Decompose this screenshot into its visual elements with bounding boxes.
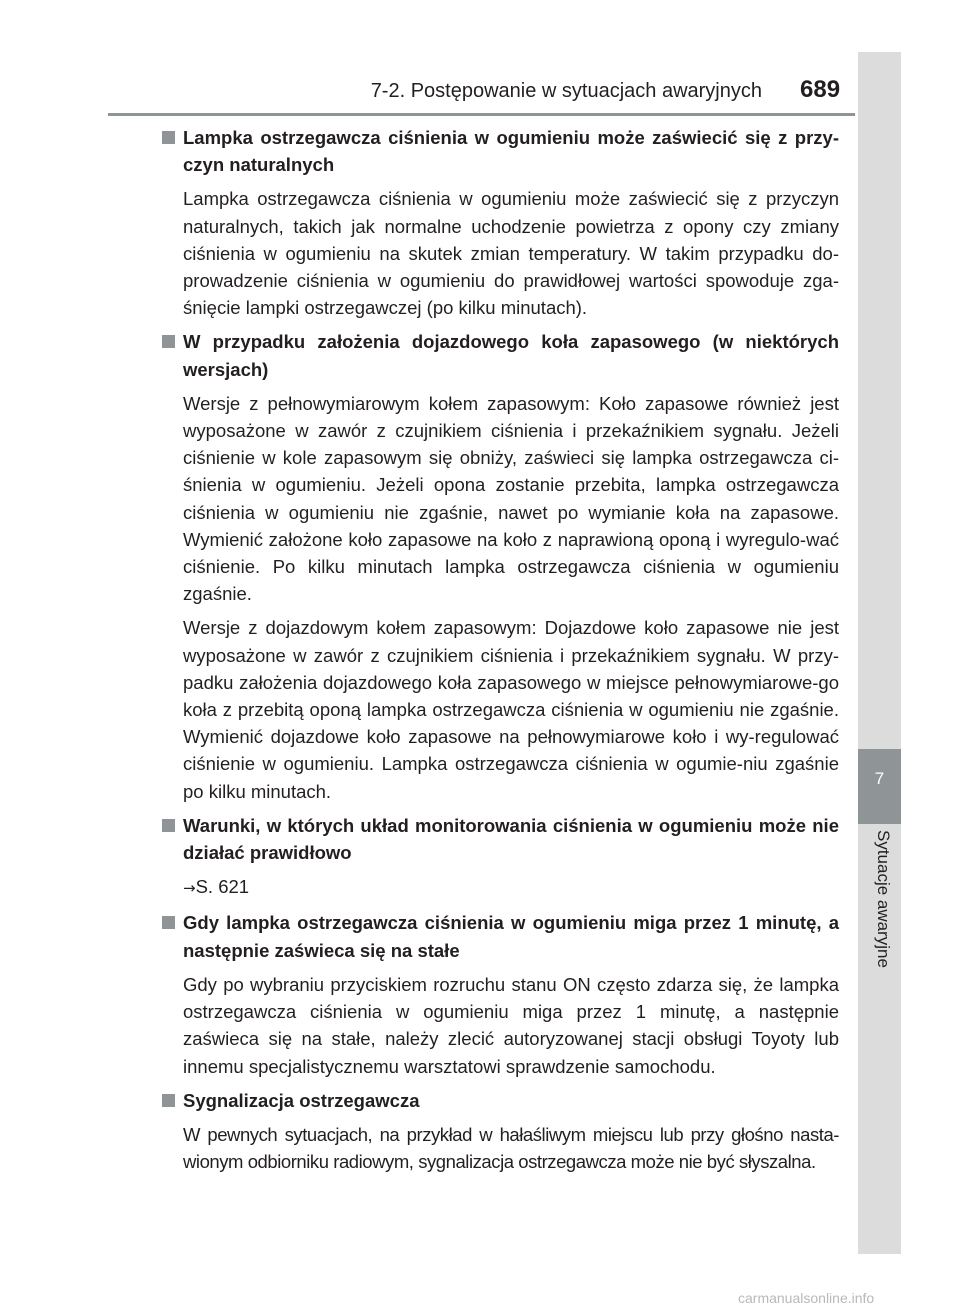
section-blinking-warning-light: [162, 909, 839, 1079]
section-heading: Warunki, w których układ monitorowania ciśnienia w ogumieniu może nie działać prawidłowo: [183, 814, 839, 864]
page-content: [162, 124, 839, 1182]
chapter-side-tab: [858, 52, 901, 1254]
page-reference-link[interactable]: S. 621: [195, 876, 250, 898]
square-bullet-icon: [162, 335, 175, 348]
section-heading: Lampka ostrzegawcza ciśnienia w ogumieniu może zaświecić się z przy-czyn naturalnych: [183, 127, 839, 176]
square-bullet-icon: [162, 1094, 175, 1107]
header-divider: [108, 113, 855, 116]
square-bullet-icon: [162, 819, 175, 832]
paragraph: Wersje z pełnowymiarowym kołem zapasowym: Koło zapasowe również jest wyposażone w zawór z czujnikiem ciśnienia i przekaźnikiem sygnału. Jeżeli ciśnienie w kole zapasowym się obniży, zaświeci się lampka ostrzegawcza ci-śnienia w ogumieniu. Jeżeli opona zostanie przebita, lampka ostrzegawcza ciśnienia w ogumieniu nie zgaśnie, nawet po wymianie koła na zapasowe. Wymienić założone koło zapasowe na koło z naprawioną oponą i wyregulo-wać ciśnienie. Po kilku minutach lampka ostrzegawcza ciśnienia w ogumieniu zgaśnie.: [183, 392, 839, 605]
square-bullet-icon: [162, 131, 175, 144]
paragraph: Wersje z dojazdowym kołem zapasowym: Dojazdowe koło zapasowe nie jest wyposażone w zawór z czujnikiem ciśnienia i przekaźnikiem sygnału. W przy-padku założenia dojazdowego koła zapasowego w miejsce pełnowymiarowe-go koła z przebitą oponą lampka ostrzegawcza ciśnienia w ogumieniu nie zgaśnie. Wymienić dojazdowe koło zapasowe na pełnowymiarowe koło i wy-regulować ciśnienie w ogumieniu. Lampka ostrzegawcza ciśnienia w ogumie-niu zgaśnie po kilku minutach.: [183, 617, 839, 802]
section-spare-wheel: [162, 328, 839, 804]
chapter-label: Sytuacje awaryjne: [874, 830, 893, 968]
section-heading: Sygnalizacja ostrzegawcza: [183, 1089, 420, 1111]
section-tpms-natural-causes: [162, 124, 839, 321]
paragraph: Gdy po wybraniu przyciskiem rozruchu stanu ON często zdarza się, że lampka ostrzegawcza ciśnienia w ogumieniu miga przez 1 minutę, a następnie zaświeca się na stałe, należy zlecić autoryzowanej stacji obsługi Toyoty lub innemu specjalistycznemu warsztatowi sprawdzenie samochodu.: [183, 973, 839, 1077]
section-tpms-malfunction-conditions: [162, 812, 839, 903]
square-bullet-icon: [162, 916, 175, 929]
page-number: 689: [800, 76, 841, 103]
arrow-right-icon: →: [183, 879, 196, 898]
section-title: 7-2. Postępowanie w sytuacjach awaryjnych: [370, 80, 762, 102]
page-reference[interactable]: [162, 873, 839, 902]
chapter-number-tab[interactable]: 7: [858, 749, 901, 824]
section-heading: W przypadku założenia dojazdowego koła zapasowego (w niektórych wersjach): [183, 331, 839, 380]
watermark-text: carmanualsonline.info: [738, 1290, 875, 1306]
paragraph: W pewnych sytuacjach, na przykład w hałaśliwym miejscu lub przy głośno nasta-wionym odbiorniku radiowym, sygnalizacja ostrzegawcza może nie być słyszalna.: [183, 1123, 839, 1173]
section-heading: Gdy lampka ostrzegawcza ciśnienia w ogumieniu miga przez 1 minutę, a następnie zaświeca się na stałe: [183, 912, 839, 961]
paragraph: Lampka ostrzegawcza ciśnienia w ogumieniu może zaświecić się z przyczyn naturalnych, takich jak normalne uchodzenie powietrza z opony czy zmiany ciśnienia w ogumieniu na skutek zmian temperatury. W takim przypadku do-prowadzenie ciśnienia w ogumieniu do prawidłowej wartości spowoduje zga-śnięcie lampki ostrzegawczej (po kilku minutach).: [183, 188, 839, 319]
section-warning-signal: [162, 1087, 839, 1176]
